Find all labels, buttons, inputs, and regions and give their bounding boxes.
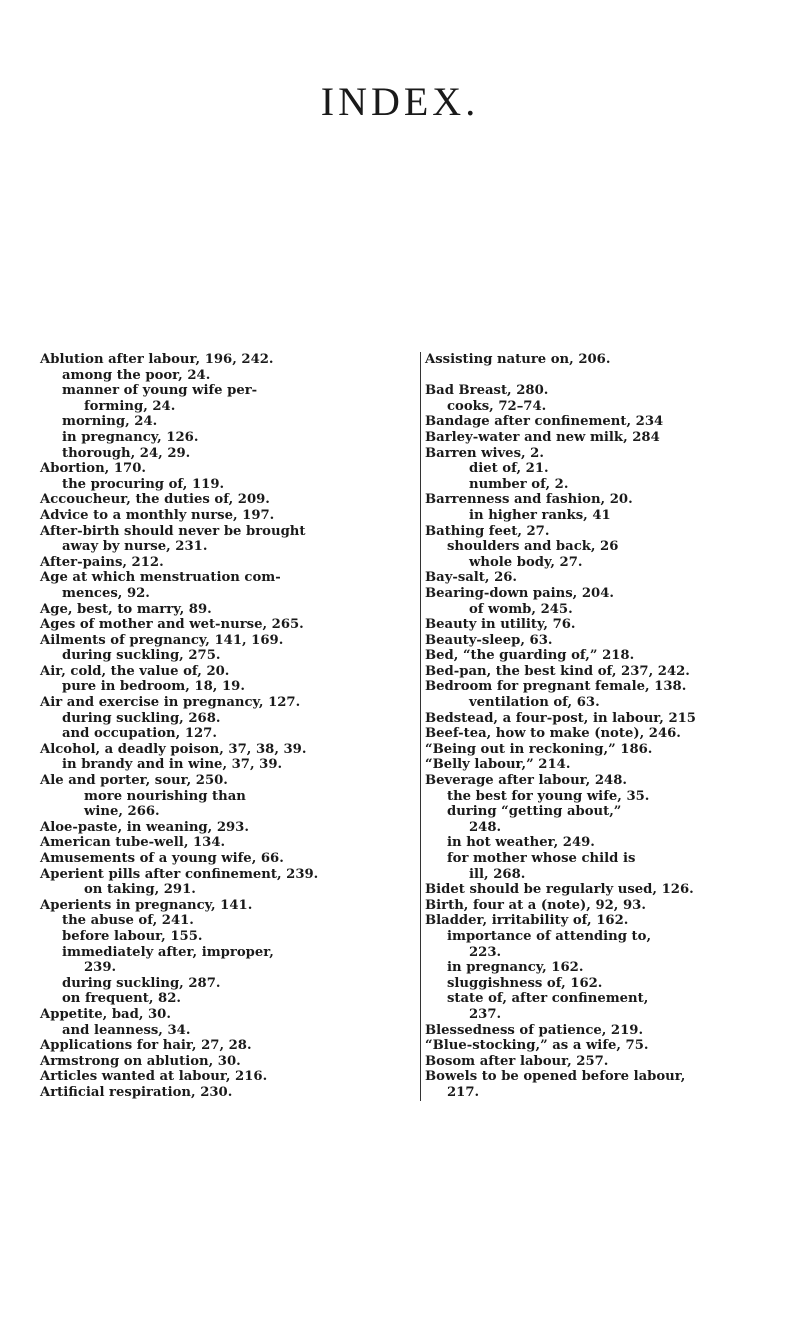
index-entry: number of, 2. [469,476,569,492]
index-entry: Beverage after labour, 248. [425,773,627,789]
index-entry: 223. [469,944,502,960]
index-entry: sluggishness of, 162. [447,975,603,991]
index-entry: Age, best, to marry, 89. [40,601,212,617]
index-entry: Aperients in pregnancy, 141. [40,897,253,913]
index-entry: Age at which menstruation com- [40,570,281,586]
index-entry: Ages of mother and wet-nurse, 265. [40,617,304,633]
index-entry: ill, 268. [469,866,526,882]
index-entry: immediately after, improper, [62,944,274,960]
index-entry: during “getting about,” [447,804,622,820]
index-entry: in pregnancy, 126. [62,429,199,445]
index-entry: Beef-tea, how to make (note), 246. [425,726,681,742]
index-entry: Applications for hair, 27, 28. [40,1038,252,1054]
index-entry: whole body, 27. [469,554,583,570]
index-entry: 217. [447,1084,480,1100]
index-entry: Bedroom for pregnant female, 138. [425,679,687,695]
index-entry: Assisting nature on, 206. [425,352,611,367]
index-entry: morning, 24. [62,414,158,430]
index-entry: among the poor, 24. [62,367,211,383]
index-entry: diet of, 21. [469,461,549,477]
index-entry: in pregnancy, 162. [447,960,584,976]
index-entry: Bedstead, a four-post, in labour, 215 [425,710,696,726]
index-entry: shoulders and back, 26 [447,539,619,555]
index-entry: and occupation, 127. [62,726,217,742]
index-entry: for mother whose child is [447,851,636,866]
index-entry: Bathing feet, 27. [425,523,550,539]
index-entry: Abortion, 170. [40,461,146,477]
index-entry: Bidet should be regularly used, 126. [425,882,694,898]
index-entry: Bladder, irritability of, 162. [425,913,629,929]
index-entry: After-pains, 212. [40,554,164,570]
index-entry: thorough, 24, 29. [62,445,191,461]
index-entry: during suckling, 268. [62,710,221,726]
index-entry: 239. [84,960,117,976]
index-entry: Armstrong on ablution, 30. [40,1053,241,1069]
index-entry: Beauty-sleep, 63. [425,632,553,648]
index-entry: the procuring of, 119. [62,476,225,492]
index-entry: Bed-pan, the best kind of, 237, 242. [425,663,690,679]
index-entry: Aperient pills after confinement, 239. [40,866,319,882]
index-entry: Bad Breast, 280. [425,383,549,399]
index-entry: forming, 24. [84,398,176,414]
index-entry: Bowels to be opened before labour, [425,1069,686,1085]
index-entry: Blessedness of patience, 219. [425,1022,644,1038]
index-entry: cooks, 72–74. [447,398,547,414]
index-entry: Birth, four at a (note), 92, 93. [425,897,646,913]
index-entry: the best for young wife, 35. [447,788,650,804]
index-entry: Beauty in utility, 76. [425,617,576,633]
index-entry: away by nurse, 231. [62,539,208,555]
index-entry: 248. [469,819,502,835]
index-entry: Appetite, bad, 30. [40,1006,171,1022]
index-entry: pure in bedroom, 18, 19. [62,679,245,695]
index-entry: Barren wives, 2. [425,445,544,461]
index-entry: in higher ranks, 41 [469,507,611,523]
index-entry: on frequent, 82. [62,991,181,1007]
index-entry: Aloe-paste, in weaning, 293. [40,819,249,835]
index-left-column [40,352,412,1101]
index-entry: Barley-water and new milk, 284 [425,429,660,445]
index-entry: the abuse of, 241. [62,913,194,929]
index-entry: Artificial respiration, 230. [40,1084,233,1100]
index-entry: wine, 266. [84,804,160,820]
index-entry: Air, cold, the value of, 20. [40,663,230,679]
index-entry: Alcohol, a deadly poison, 37, 38, 39. [40,741,307,757]
index-entry: Advice to a monthly nurse, 197. [40,507,275,523]
index-entry: “Blue-stocking,” as a wife, 75. [425,1038,649,1054]
index-entry: Ablution after labour, 196, 242. [40,352,274,367]
index-entry: Amusements of a young wife, 66. [40,851,284,866]
index-entry: Accoucheur, the duties of, 209. [40,492,270,508]
index-entry: Ale and porter, sour, 250. [40,773,228,789]
index-entry: during suckling, 287. [62,975,221,991]
index-entry: Articles wanted at labour, 216. [40,1069,268,1085]
index-entry: Bed, “the guarding of,” 218. [425,648,635,664]
index-entry [425,368,785,384]
index-entry: more nourishing than [84,788,246,804]
index-entry: in hot weather, 249. [447,835,595,851]
index-right-column [420,352,785,1101]
index-entry: American tube-well, 134. [40,835,226,851]
index-entry: in brandy and in wine, 37, 39. [62,757,283,773]
index-entry: “Being out in reckoning,” 186. [425,741,653,757]
index-entry: Bandage after confinement, 234 [425,414,664,430]
index-entry: Barrenness and fashion, 20. [425,492,633,508]
index-entry: 237. [469,1006,502,1022]
index-entry: mences, 92. [62,585,150,601]
index-entry: of womb, 245. [469,601,573,617]
index-entry: Bosom after labour, 257. [425,1053,609,1069]
index-entry: and leanness, 34. [62,1022,191,1038]
index-entry: importance of attending to, [447,928,652,944]
index-entry: Air and exercise in pregnancy, 127. [40,695,301,711]
index-entry: “Belly labour,” 214. [425,757,571,773]
index-entry: ventilation of, 63. [469,695,600,711]
index-entry: on taking, 291. [84,882,196,898]
index-entry: Bay-salt, 26. [425,570,518,586]
index-entry: manner of young wife per- [62,383,258,399]
index-entry: After-birth should never be brought [40,523,306,539]
index-entry: Bearing-down pains, 204. [425,585,614,601]
index-entry: before labour, 155. [62,928,203,944]
page-title: INDEX. [320,79,480,124]
index-entry: during suckling, 275. [62,648,221,664]
index-entry: state of, after confinement, [447,991,649,1007]
index-entry: Ailments of pregnancy, 141, 169. [40,632,284,648]
